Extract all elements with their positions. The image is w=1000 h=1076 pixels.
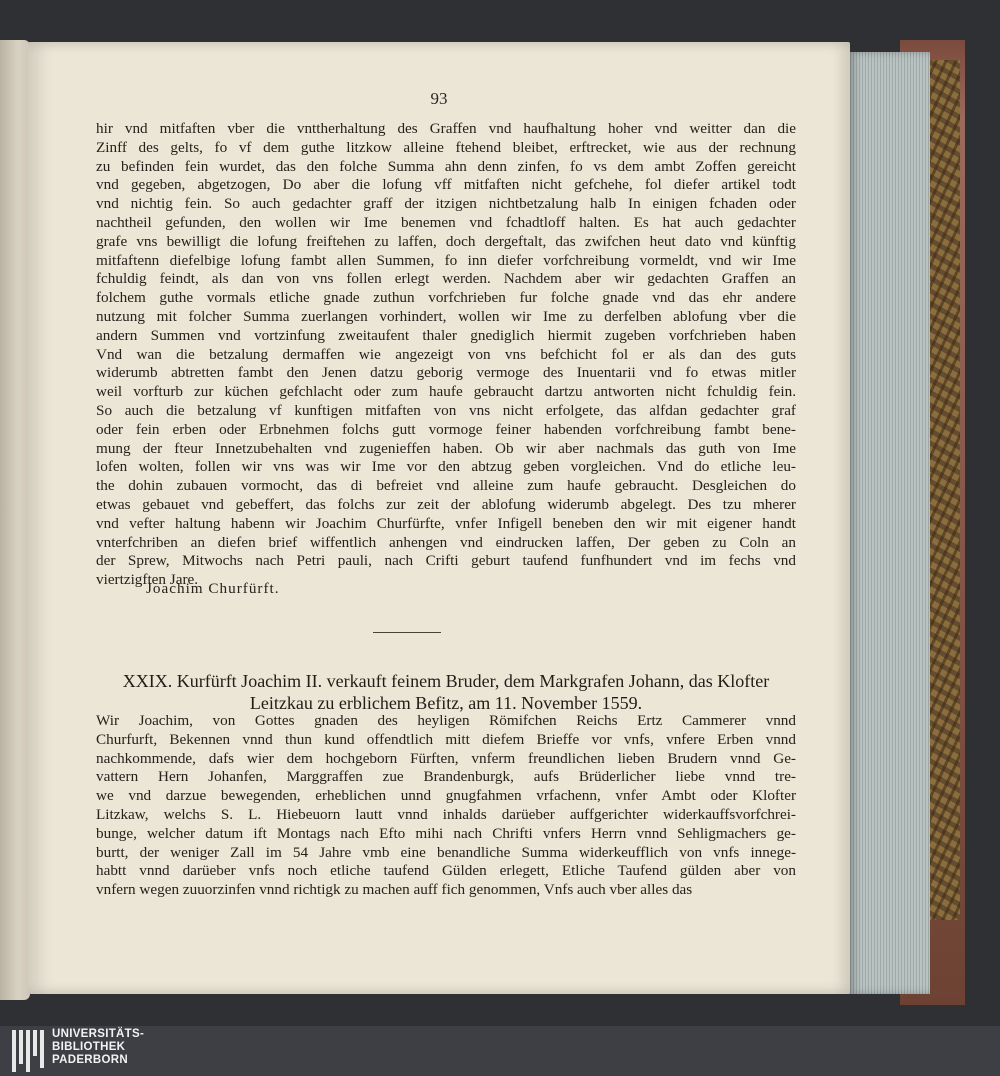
text-line: So auch die betzalung vf kunftigen mitfaften von vns nicht erfolgete, das alfdan gedachter graf	[96, 401, 796, 419]
text-line: andern Summen vnd vortzinfung zweitaufent thaler gnediglich hiermit zugeben vorfchrieben haben	[96, 326, 796, 344]
library-name-line-1: UNIVERSITÄTS-	[52, 1028, 145, 1040]
signature-line: Joachim Churfürft.	[146, 580, 280, 597]
facing-page-edge	[0, 40, 30, 1000]
text-line: vnd vefter haltung habenn wir Joachim Churfürfte, vnfer Infigell beneben den wir mit eigener handt	[96, 514, 796, 532]
text-line: nutzung mit folcher Summa zuerlangen vorhindert, wollen wir Ime zu derfelben ablofung vber die	[96, 307, 796, 325]
text-line: bunge, welcher datum ift Montags nach Efto mihi nach Chrifti vnfers Herrn vnnd Sehligmachers ge-	[96, 824, 796, 842]
library-name-line-3: PADERBORN	[52, 1054, 128, 1066]
text-line: etwas gebauet vnd gebeffert, das folchs zur zeit der ablofung widerumb abgelegt. Des tzu mherer	[96, 495, 796, 513]
text-line: mung der fteur Innetzubehalten vnd zugenieffen haben. Ob wir aber nachmals das guth von Ime	[96, 439, 796, 457]
text-line: der Sprew, Mitwochs nach Petri pauli, nach Crifti geburt taufend funfhundert vnd im fechs vnd	[96, 552, 796, 570]
text-line: grafe vns bewilligt die lofung freiftehen zu laffen, doch dergeftalt, das zwifchen heut dato vnd künftig	[96, 232, 796, 250]
library-name	[52, 1028, 144, 1067]
document-text-new	[96, 712, 796, 900]
text-line: nachkommende, dafs wier dem hochgeborn Fürften, vnferm freundlichen lieben Brudern vnnd Ge-	[96, 749, 796, 767]
text-line: we vnd darzue bewegenden, erheblichen unnd gnugfahmen vrfachenn, vnfer Ambt oder Klofter	[96, 787, 796, 805]
text-line: vnd nichtig fein. So auch gedachter graff der itzigen nichtbetzalung halb In einigen fchaden oder	[96, 195, 796, 213]
text-line: habtt vnnd darüeber vnfs noch etliche taufend Gülden erlegett, Etliche Taufend gülden aber von	[96, 862, 796, 880]
library-logo-icon	[12, 1030, 46, 1072]
text-line: widerumb abtretten fambt den Jenen datzu geborig vermoge des Inuentarii vnd fo etwas mitler	[96, 364, 796, 382]
text-line: the dohin zubauen vormocht, das di befreiet vnd alleine zum haufe gebraucht. Desgleichen do	[96, 477, 796, 495]
page-edges	[848, 52, 930, 994]
text-line: Vnd wan die betzalung dermaffen wie angezeigt von vns befchicht fol er als dan des guts	[96, 345, 796, 363]
text-line: folchem guthe vormals etliche gnade zuthun vorfchrieben fur folche gnade vnd das ehr andere	[96, 289, 796, 307]
text-line: Litzkaw, welchs S. L. Hiebeuorn lautt vnnd inhalds darüeber auffgerichter widerkauffsvorfchrei-	[96, 805, 796, 823]
text-line: mitfaftenn diefelbige lofung fambt allen Summen, fo inn diefer vorfchreibung vormeldt, vnd wir Ime	[96, 251, 796, 269]
text-line: vnterfchriben an diefen brief wiffentlich anhengen vnd eindrucken laffen, Der geben zu Coln an	[96, 533, 796, 551]
section-divider	[373, 632, 441, 633]
heading-line-1: XXIX. Kurfürft Joachim II. verkauft feinem Bruder, dem Markgrafen Johann, das Klofter	[122, 671, 770, 691]
text-line: fchuldig feindt, als dan von vns follen erlegt werden. Nachdem aber wir gedachten Graffen an	[96, 270, 796, 288]
library-footer	[0, 1026, 1000, 1076]
text-line: nachtheil gefunden, den wollen wir Ime benemen vnd fchadtloff halten. Es hat auch gedachter	[96, 213, 796, 231]
text-line: weil vorfturb zur küchen gefchlacht oder zum haufe gebraucht dartzu antworten nicht fchuldig fein.	[96, 383, 796, 401]
document-text-continued	[96, 120, 796, 590]
text-line: Churfurft, Bekennen vnnd thun kund offendtlich mitt diefem Brieffe vor vnfs, vnfere Erben vnnd	[96, 730, 796, 748]
library-name-line-2: BIBLIOTHEK	[52, 1041, 126, 1053]
text-line: oder fein erben oder Erbnehmen folchs gutt vormoge feiner habenden vorfchreibung fambt bene-	[96, 420, 796, 438]
text-line: zu befinden fein wurdet, das den folche Summa ahn denn zinfen, fo vs dem ambt Zoffen gereicht	[96, 157, 796, 175]
text-line: Zinff des gelts, fo vf dem guthe litzkow alleine ftehend bleibet, erftrecket, wie aus der rechnung	[96, 138, 796, 156]
heading-line-2: Leitzkau zu erblichem Befitz, am 11. November 1559.	[249, 693, 643, 713]
text-line: viertzigften Jare.	[96, 571, 199, 589]
text-line: vnd gegeben, abgetzogen, Do aber die lofung vff mitfaften nicht gefchehe, fol diefer artikel todt	[96, 176, 796, 194]
text-line: Wir Joachim, von Gottes gnaden des heyligen Römifchen Reichs Ertz Cammerer vnnd	[96, 712, 796, 729]
document-heading	[96, 670, 796, 714]
text-line: lofen wolten, follen wir vns was wir Ime vor den abtzug geben vorgleichen. Vnd do etliche leu-	[96, 458, 796, 476]
text-line: hir vnd mitfaften vber die vnttherhaltung des Graffen vnd haufhaltung hoher vnd weitter dan die	[96, 120, 796, 137]
marbled-cover	[925, 60, 960, 920]
text-line: vattern Hern Johanfen, Marggraffen zue Brandenburgk, aufs Brüderlicher liebe vnnd tre-	[96, 768, 796, 786]
page-number: 93	[430, 89, 448, 108]
text-line: burtt, der weniger Zall im 54 Jahre vmb eine benandliche Summa widerkeufflich von vnfs innege-	[96, 843, 796, 861]
book-page	[28, 42, 850, 994]
text-line: vnfern wegen zuuorzinfen vnnd richtigk zu machen auff fich genommen, Vnfs auch vber alles das	[96, 881, 693, 899]
